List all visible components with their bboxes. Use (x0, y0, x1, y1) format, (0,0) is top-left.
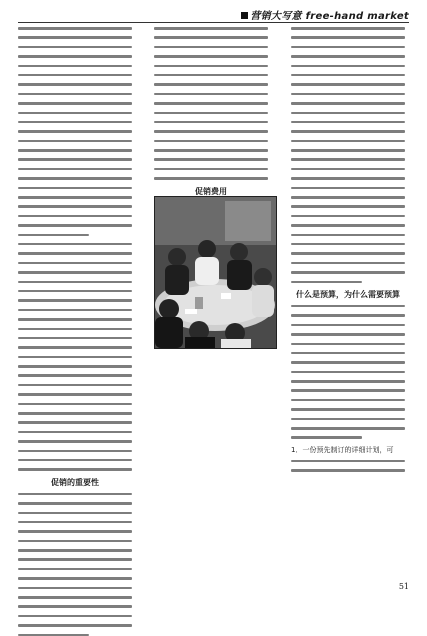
text-line (291, 427, 405, 430)
section-heading-budget: 什么是预算，为什么需要预算 (296, 289, 400, 299)
text-line (18, 290, 132, 293)
budget-list-item-1: 1．一份预先制订的详细计划，可 (291, 445, 394, 454)
text-line (291, 371, 405, 374)
text-line (154, 74, 268, 77)
text-line (291, 262, 405, 265)
text-line (18, 577, 132, 580)
text-line (18, 130, 132, 133)
text-line (154, 83, 268, 86)
text-line (291, 215, 405, 218)
text-line (291, 158, 405, 161)
text-line (154, 65, 268, 68)
text-line (291, 196, 405, 199)
text-line (18, 615, 132, 618)
text-line (291, 177, 405, 180)
text-line (291, 112, 405, 115)
text-line (154, 177, 268, 180)
text-line (154, 158, 268, 161)
text-line (154, 121, 268, 124)
text-line (18, 459, 132, 462)
text-line (18, 365, 132, 368)
text-line (18, 187, 132, 190)
text-line (291, 380, 405, 383)
text-line (291, 281, 362, 284)
text-line (154, 102, 268, 105)
text-line (291, 65, 405, 68)
text-line (18, 624, 132, 627)
text-line (18, 512, 132, 515)
text-line (291, 333, 405, 336)
text-line (291, 361, 405, 364)
text-line (291, 205, 405, 208)
text-line (291, 234, 405, 237)
text-line (18, 450, 132, 453)
text-line (291, 36, 405, 39)
text-line (154, 55, 268, 58)
text-line (291, 187, 405, 190)
text-line (18, 243, 132, 246)
text-line (18, 493, 132, 496)
text-line (18, 74, 132, 77)
text-line (18, 196, 132, 199)
text-line (18, 149, 132, 152)
text-column-right (291, 27, 405, 591)
text-line (291, 314, 405, 317)
text-line (18, 215, 132, 218)
section-heading-cost: 促销费用 (195, 186, 227, 196)
text-line (18, 224, 132, 227)
section-heading-importance: 促销的重要性 (51, 477, 99, 487)
text-line (18, 55, 132, 58)
text-line (291, 305, 405, 308)
meeting-photo-image (155, 197, 276, 348)
text-line (154, 93, 268, 96)
text-line (18, 393, 132, 396)
text-line (154, 46, 268, 49)
header-rule (18, 22, 409, 23)
text-line (18, 318, 132, 321)
text-line (18, 328, 132, 331)
text-line (291, 27, 405, 30)
text-line (18, 309, 132, 312)
text-line (18, 540, 132, 543)
text-line (18, 587, 132, 590)
text-line (291, 243, 405, 246)
text-line (154, 36, 268, 39)
text-line (291, 149, 405, 152)
text-line (18, 403, 132, 406)
text-line (291, 224, 405, 227)
text-line (291, 93, 405, 96)
text-line (291, 436, 362, 439)
text-line (18, 549, 132, 552)
text-line (291, 55, 405, 58)
text-line (18, 252, 132, 255)
text-line (18, 568, 132, 571)
text-line (18, 46, 132, 49)
text-line (18, 177, 132, 180)
text-line (18, 421, 132, 424)
text-line (18, 530, 132, 533)
text-line (154, 140, 268, 143)
text-column-middle (154, 27, 268, 196)
text-line (18, 440, 132, 443)
text-line (18, 431, 132, 434)
page-number: 51 (398, 582, 409, 591)
text-line (18, 337, 132, 340)
text-line (291, 352, 405, 355)
text-line (18, 102, 132, 105)
text-line (291, 130, 405, 133)
text-line (18, 158, 132, 161)
text-line (18, 468, 132, 471)
text-line (291, 389, 405, 392)
text-line (18, 521, 132, 524)
text-line (291, 343, 405, 346)
text-line (291, 324, 405, 327)
text-line (291, 74, 405, 77)
text-line (291, 102, 405, 105)
text-line (18, 502, 132, 505)
text-line (154, 112, 268, 115)
text-line (18, 140, 132, 143)
text-line (18, 605, 132, 608)
text-line (18, 384, 132, 387)
text-line (18, 374, 132, 377)
text-line (154, 149, 268, 152)
text-line (291, 252, 405, 255)
text-line (18, 121, 132, 124)
text-line (291, 408, 405, 411)
text-line (18, 205, 132, 208)
header-square-marker (241, 12, 248, 19)
text-line (18, 234, 89, 237)
text-line (18, 93, 132, 96)
text-line (154, 168, 268, 171)
text-line (18, 65, 132, 68)
text-line (291, 168, 405, 171)
text-line (18, 412, 132, 415)
text-line (291, 83, 405, 86)
text-line (291, 469, 405, 472)
text-line (18, 27, 132, 30)
text-line (18, 83, 132, 86)
text-line (18, 168, 132, 171)
text-line (291, 271, 405, 274)
text-line (291, 460, 405, 463)
text-line (18, 558, 132, 561)
text-line (18, 299, 132, 302)
text-line (291, 418, 405, 421)
running-header (241, 7, 409, 22)
header-text: 营销大写意 free-hand market (250, 11, 409, 22)
text-line (18, 281, 132, 284)
text-line (291, 46, 405, 49)
text-line (18, 262, 132, 265)
text-line (154, 130, 268, 133)
text-line (18, 271, 132, 274)
text-line (18, 596, 132, 599)
text-line (291, 140, 405, 143)
text-column-left (18, 27, 132, 591)
text-line (291, 399, 405, 402)
text-line (18, 346, 132, 349)
text-line (154, 27, 268, 30)
text-line (18, 356, 132, 359)
text-line (291, 121, 405, 124)
text-line (18, 36, 132, 39)
text-line (18, 112, 132, 115)
meeting-photo (154, 196, 277, 349)
